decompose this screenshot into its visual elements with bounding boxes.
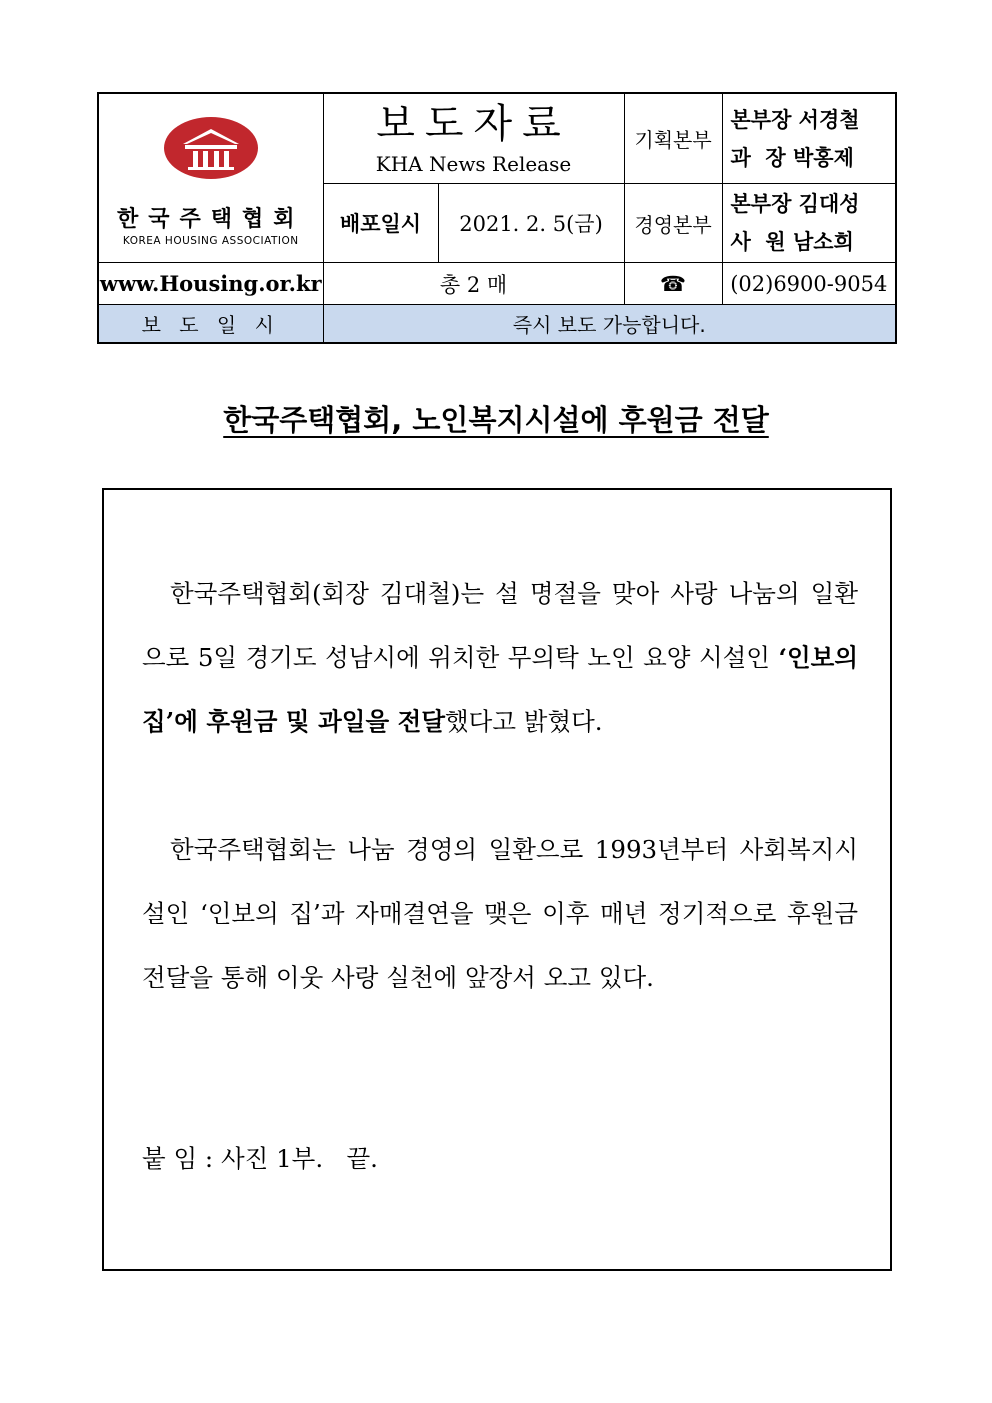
website: www.Housing.or.kr [98, 262, 323, 304]
dept1-label: 기획본부 [624, 93, 722, 184]
org-name-en: KOREA HOUSING ASSOCIATION [122, 235, 299, 248]
dept1-contacts [722, 93, 896, 184]
dept2-label: 경영본부 [624, 184, 722, 263]
title-cell [323, 93, 624, 184]
release-label: 배포일시 [323, 184, 438, 263]
phone-number: (02)6900-9054 [722, 262, 896, 304]
org-name: 한국주택협회 [116, 207, 305, 233]
page-count: 총 2 매 [323, 262, 624, 304]
dept2-head: 본부장 김대성 [730, 191, 860, 217]
p1-text-c: 했다고 밝혔다. [444, 707, 603, 736]
phone-icon: ☎ [624, 262, 722, 304]
body-paragraph-1 [142, 562, 858, 754]
dept1-head: 본부장 서경철 [730, 106, 860, 132]
logo-cell [98, 93, 323, 262]
p1-text-bold: ‘인보의 집’에 후원금 및 과일을 전달 [142, 643, 858, 736]
dept2-contacts [722, 184, 896, 263]
press-header-table [97, 92, 897, 344]
dept1-staff: 과 장 박홍제 [730, 144, 854, 170]
press-subtitle: KHA News Release [375, 151, 572, 176]
p1-text-a: 한국주택협회(회장 김대철)는 설 명절을 맞아 사랑 나눔의 일환으로 5일 경기도 성남시에 위치한 무의탁 노인 요양 시설인 [142, 579, 858, 672]
headline: 한국주택협회, 노인복지시설에 후원금 전달 [223, 403, 769, 437]
p2-text: 한국주택협회는 나눔 경영의 일환으로 1993년부터 사회복지시설인 ‘인보의 집’과 자매결연을 맺은 이후 매년 정기적으로 후원금 전달을 통해 이웃 사랑 실천에 앞장서 오고 있다. [142, 835, 858, 992]
attachment-note: 붙 임 : 사진 1부. 끝. [142, 1144, 378, 1173]
embargo-value: 즉시 보도 가능합니다. [323, 305, 896, 343]
release-date: 2021. 2. 5(금) [438, 184, 624, 263]
dept2-staff: 사 원 남소희 [730, 229, 854, 255]
embargo-label: 보 도 일 시 [98, 305, 323, 343]
press-title: 보도자료 [376, 100, 571, 147]
body-box [102, 488, 892, 1271]
kha-logo-icon [163, 116, 259, 180]
body-paragraph-2 [142, 818, 858, 1010]
